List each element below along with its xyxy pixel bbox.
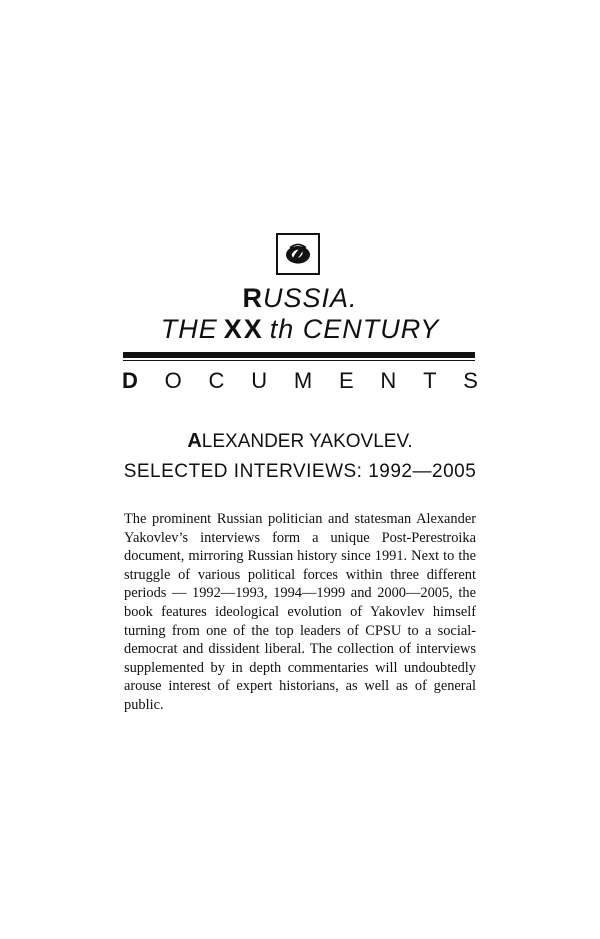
series-title-line1	[0, 283, 600, 314]
documents-letter: M	[293, 368, 313, 393]
documents-letter: T	[423, 368, 437, 393]
publisher-logo-icon	[276, 233, 320, 275]
documents-letter: C	[208, 368, 225, 393]
documents-letter: N	[380, 368, 397, 393]
series-title-initial: R	[242, 283, 263, 313]
book-description: The prominent Russian politician and statesman Alexander Yakovlev’s interviews form a unique Post-Perestroika document, mirroring Russian history since 1991. Next to the struggle of various political forces within three different periods — 1992—1993, 1994—1999 and 2000—2005, the book features ideological evolution of Yakovlev himself turning from one of the top leaders of CPSU to a social-democrat and dissident liberal. The collection of interviews supplemented by in depth commentaries will undoubtedly arouse interest of expert historians, as well as of general public.	[124, 511, 476, 713]
book-title-rest: LEXANDER YAKOVLEV.	[201, 431, 413, 452]
documents-letter: D	[122, 368, 138, 393]
book-subtitle: SELECTED INTERVIEWS: 1992—2005	[123, 461, 477, 482]
divider-thick	[123, 352, 475, 358]
publisher-logo-graphic	[281, 238, 315, 270]
documents-letter: E	[338, 368, 354, 393]
book-title	[0, 430, 600, 453]
series-title-century: CENTURY	[302, 314, 440, 344]
series-title-rest: USSIA.	[262, 283, 358, 313]
documents-letter: S	[463, 368, 478, 393]
documents-heading	[122, 368, 478, 394]
series-title-th: th	[269, 314, 295, 344]
divider-thin	[123, 360, 475, 361]
documents-letter: U	[251, 368, 268, 393]
series-title-the: THE	[160, 314, 218, 344]
documents-letter: O	[164, 368, 182, 393]
series-title-xx: XX	[223, 314, 264, 344]
series-title-line2	[120, 314, 480, 345]
book-title-initial: A	[187, 430, 202, 452]
